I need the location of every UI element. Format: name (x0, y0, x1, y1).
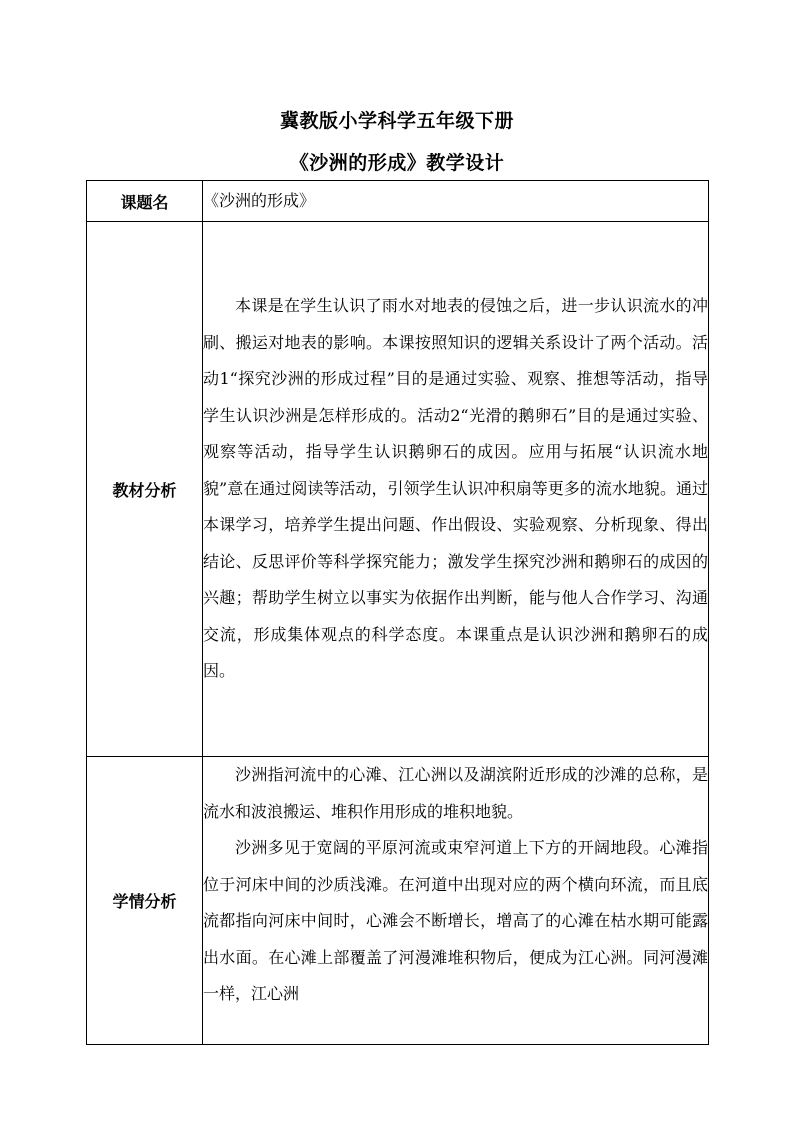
student-analysis-paragraph-1: 沙洲指河流中的心滩、江心洲以及湖滨附近形成的沙滩的总称，是流水和波浪搬运、堆积作用形成的堆积地貌。 (203, 765, 708, 821)
row-content-topic (203, 181, 709, 222)
row-label-student-analysis: 学情分析 (87, 757, 203, 1045)
topic-text: 《沙洲的形成》 (203, 191, 316, 210)
document-subtitle: 《沙洲的形成》教学设计 (289, 152, 505, 174)
table-row-textbook-analysis (87, 222, 709, 757)
student-analysis-paragraph-2: 沙洲多见于宽阔的平原河流或束窄河道上下方的开阔地段。心滩指位于河床中间的沙质浅滩。在河道中出现对应的两个横向环流，而且底流都指向河床中间时，心滩会不断增长，增高了的心滩在枯水期可能露出水面。在心滩上部覆盖了河漫滩堆积物后，便成为江心洲。同河漫滩一样，江心洲 (203, 838, 708, 1003)
row-label-textbook-analysis: 教材分析 (87, 222, 203, 757)
row-label-topic: 课题名 (87, 181, 203, 222)
document-title: 冀教版小学科学五年级下册 (279, 110, 514, 132)
table-row-student-analysis (87, 757, 709, 1045)
textbook-analysis-paragraph: 本课是在学生认识了雨水对地表的侵蚀之后，进一步认识流水的冲刷、搬运对地表的影响。本课按照知识的逻辑关系设计了两个活动。活动1“探究沙洲的形成过程”目的是通过实验、观察、推想等活动，指导学生认识沙洲是怎样形成的。活动2“光滑的鹅卵石”目的是通过实验、观察等活动，指导学生认识鹅卵石的成因。应用与拓展“认识流水地貌”意在通过阅读等活动，引领学生认识冲积扇等更多的流水地貌。通过本课学习，培养学生提出问题、作出假设、实验观察、分析现象、得出结论、反思评价等科学探究能力；激发学生探究沙洲和鹅卵石的成因的兴趣；帮助学生树立以事实为依据作出判断，能与他人合作学习、沟通交流，形成集体观点的科学态度。本课重点是认识沙洲和鹅卵石的成因。 (203, 296, 708, 681)
row-content-student-analysis (203, 757, 709, 1045)
row-content-textbook-analysis (203, 222, 709, 757)
table-row-topic (87, 181, 709, 222)
lesson-design-table (86, 180, 709, 1045)
